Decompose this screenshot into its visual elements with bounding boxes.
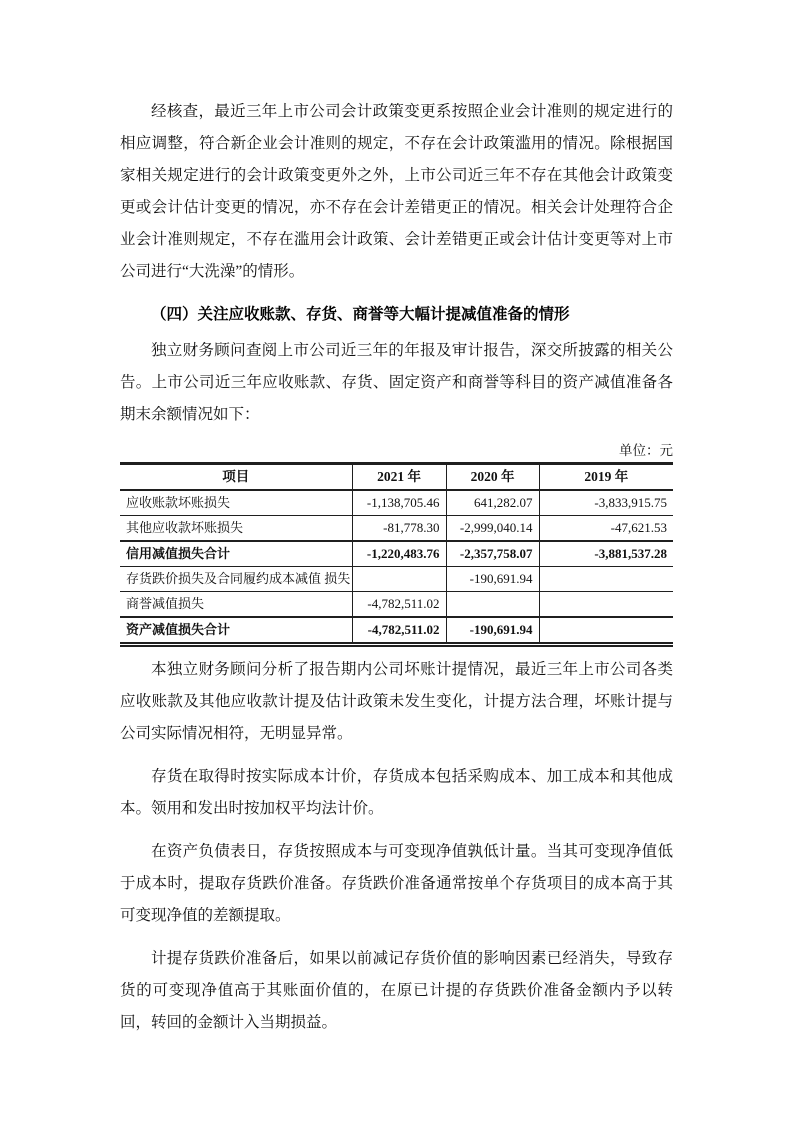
row-value	[352, 567, 446, 592]
column-header-item: 项目	[120, 464, 352, 491]
row-value: -190,691.94	[446, 617, 539, 645]
paragraph-inventory-measurement: 在资产负债表日，存货按照成本与可变现净值孰低计量。当其可变现净值低于成本时，提取存货跌价准备。存货跌价准备通常按单个存货项目的成本高于其可变现净值的差额提取。	[120, 843, 673, 924]
impairment-provision-table	[120, 462, 673, 647]
row-value	[539, 567, 673, 592]
row-value: -4,782,511.02	[352, 617, 446, 645]
row-label: 应收账款坏账损失	[126, 495, 231, 510]
table-row	[120, 516, 673, 542]
paragraph-inventory-cost: 存货在取得时按实际成本计价，存货成本包括采购成本、加工成本和其他成本。领用和发出时按加权平均法计价。	[120, 768, 673, 817]
row-value: -2,357,758.07	[446, 541, 539, 567]
row-value: -1,220,483.76	[352, 541, 446, 567]
paragraph-advisor-review: 独立财务顾问查阅上市公司近三年的年报及审计报告，深交所披露的相关公告。上市公司近三年应收账款、存货、固定资产和商誉等科目的资产减值准备各期末余额情况如下：	[120, 342, 673, 423]
row-label: 信用减值损失合计	[120, 541, 352, 567]
row-value	[446, 592, 539, 618]
row-value: -4,782,511.02	[352, 592, 446, 618]
table-total-row	[120, 617, 673, 645]
paragraph-provision-reversal: 计提存货跌价准备后，如果以前减记存货价值的影响因素已经消失，导致存货的可变现净值高于其账面价值的，在原已计提的存货跌价准备金额内予以转回，转回的金额计入当期损益。	[120, 950, 673, 1031]
unit-label: 单位：元	[619, 443, 673, 458]
row-label: 商誉减值损失	[120, 592, 352, 618]
column-header-2019: 2019 年	[539, 464, 673, 491]
row-value: -3,881,537.28	[539, 541, 673, 567]
paragraph-accounting-policy-review: 经核查，最近三年上市公司会计政策变更系按照企业会计准则的规定进行的相应调整，符合新企业会计准则的规定，不存在会计政策滥用的情况。除根据国家相关规定进行的会计政策变更外之外，上市公司近三年不存在其他会计政策变更或会计估计变更的情况，亦不存在会计差错更正的情况。相关会计处理符合企业会计准则规定，不存在滥用会计政策、会计差错更正或会计估计变更等对上市公司进行“大洗澡”的情形。	[120, 103, 673, 280]
row-label: 资产减值损失合计	[120, 617, 352, 645]
section-heading-impairment: （四）关注应收账款、存货、商誉等大幅计提减值准备的情形	[151, 306, 570, 323]
table-total-row	[120, 541, 673, 567]
column-header-2021: 2021 年	[352, 464, 446, 491]
page-content	[120, 96, 673, 1050]
row-value: -81,778.30	[352, 516, 446, 542]
row-value: 641,282.07	[446, 490, 539, 516]
paragraph-baddebt-analysis: 本独立财务顾问分析了报告期内公司坏账计提情况，最近三年上市公司各类应收账款及其他应收款计提及估计政策未发生变化，计提方法合理，坏账计提与公司实际情况相符，无明显异常。	[120, 661, 673, 742]
row-value: -190,691.94	[446, 567, 539, 592]
row-value: -1,138,705.46	[352, 490, 446, 516]
row-value: -47,621.53	[539, 516, 673, 542]
table-row	[120, 490, 673, 516]
table-row	[120, 592, 673, 618]
table-header-row	[120, 464, 673, 491]
row-label: 存货跌价损失及合同履约成本减值 损失	[120, 567, 352, 592]
column-header-2020: 2020 年	[446, 464, 539, 491]
row-label: 其他应收款坏账损失	[120, 516, 352, 542]
row-value	[539, 592, 673, 618]
row-value: -2,999,040.14	[446, 516, 539, 542]
row-value	[539, 617, 673, 645]
table-row	[120, 567, 673, 592]
row-value: -3,833,915.75	[539, 490, 673, 516]
